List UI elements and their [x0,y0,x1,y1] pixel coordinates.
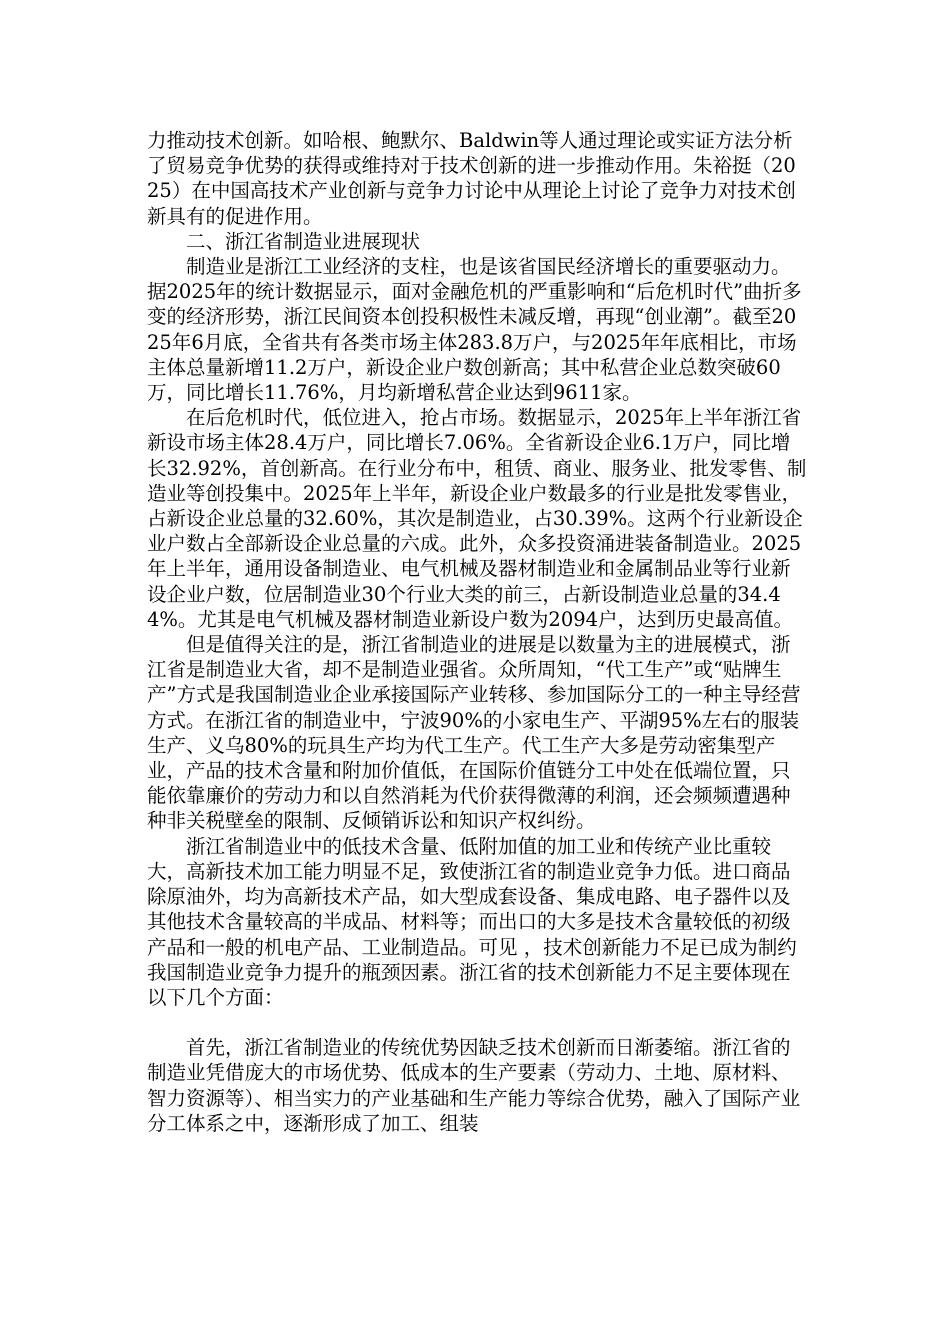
document-body [147,128,807,1136]
paragraph-gap [147,1010,807,1035]
paragraph-post-crisis: 在后危机时代，低位进入，抢占市场。数据显示，2025年上半年浙江省新设市场主体28.4万户，同比增长7.06%。全省新设企业6.1万户，同比增长32.92%，首创新高。在行业分布中，租赁、商业、服务业、批发零售、制造业等创投集中。2025年上半年，新设企业户数最多的行业是批发零售业，占新设企业总量的32.60%，其次是制造业，占30.39%。这两个行业新设企业户数占全部新设企业总量的六成。此外，众多投资涌进装备制造业。2025年上半年，通用设备制造业、电气机械及器材制造业和金属制品业等行业新设企业户数，位居制造业30个行业大类的前三，占新设制造业总量的34.44%。尤其是电气机械及器材制造业新设户数为2094户，达到历史最高值。 [147,406,807,631]
paragraph-first-point: 首先，浙江省制造业的传统优势因缺乏技术创新而日渐萎缩。浙江省的制造业凭借庞大的市场优势、低成本的生产要素（劳动力、土地、原材料、智力资源等）、相当实力的产业基础和生产能力等综合优势，融入了国际产业分工体系之中，逐渐形成了加工、组装 [147,1036,801,1135]
section-heading: 二、浙江省制造业进展现状 [186,229,421,253]
paragraph-industry-overview: 制造业是浙江工业经济的支柱，也是该省国民经济增长的重要驱动力。据2025年的统计数据显示，面对金融危机的严重影响和“后危机时代”曲折多变的经济形势，浙江民间资本创投积极性未减反增，再现“创业潮”。截至2025年6月底，全省共有各类市场主体283.8万户，与2025年年底相比，市场主体总量新增11.2万户，新设企业户数创新高；其中私营企业总数突破60万，同比增长11.76%，月均新增私营企业达到9611家。 [147,255,802,405]
paragraph-continuation: 力推动技术创新。如哈根、鲍默尔、Baldwin等人通过理论或实证方法分析了贸易竞争优势的获得或维持对于技术创新的进一步推动作用。朱裕挺（2025）在中国高技术产业创新与竞争力讨论中从理论上讨论了竞争力对技术创新具有的促进作用。 [147,129,796,228]
paragraph-oem-mode: 但是值得关注的是，浙江省制造业的进展是以数量为主的进展模式，浙江省是制造业大省，却不是制造业强省。众所周知，“代工生产”或“贴牌生产”方式是我国制造业企业承接国际产业转移、参加国际分工的一种主导经营方式。在浙江省的制造业中，宁波90%的小家电生产、平湖95%左右的服装生产、义乌80%的玩具生产均为代工生产。代工生产大多是劳动密集型产业，产品的技术含量和附加价值低，在国际价值链分工中处在低端位置，只能依靠廉价的劳动力和以自然消耗为代价获得微薄的利润，还会频频遭遇种种非关税壁垒的限制、反倾销诉讼和知识产权纠纷。 [147,633,801,833]
paragraph-low-tech: 浙江省制造业中的低技术含量、低附加值的加工业和传统产业比重较大，高新技术加工能力明显不足，致使浙江省的制造业竞争力低。进口商品除原油外，均为高新技术产品，如大型成套设备、集成电路、电子器件以及其他技术含量较高的半成品、材料等；而出口的大多是技术含量较低的初级产品和一般的机电产品、工业制造品。可见 ，技术创新能力不足已成为制约我国制造业竞争力提升的瓶颈因素。浙江省的技术创新能力不足主要体现在以下几个方面： [147,834,797,1009]
